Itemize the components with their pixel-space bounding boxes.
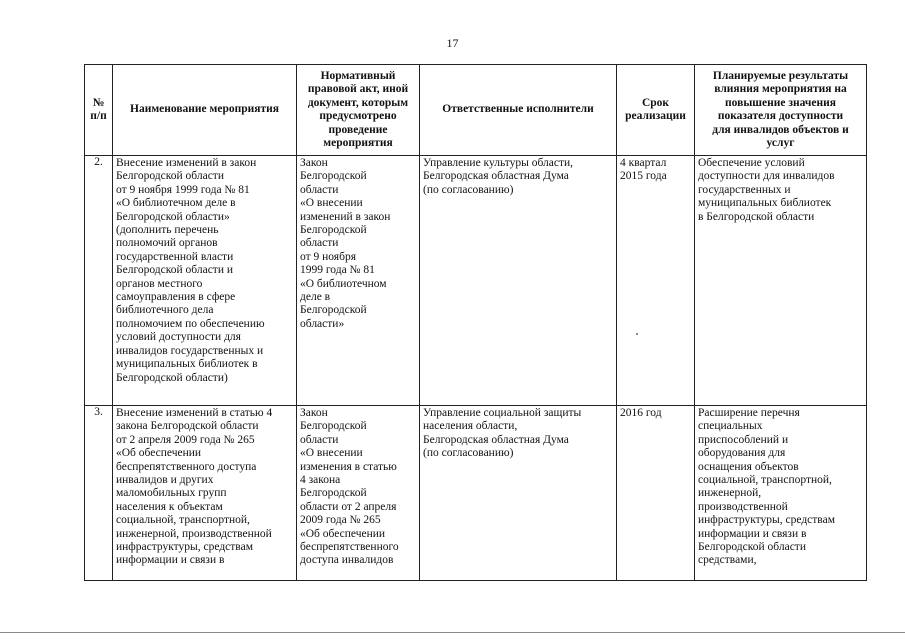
row-executors: Управление культуры области, Белгородская областная Дума (по согласованию) xyxy=(420,156,617,406)
row-name: Внесение изменений в статью 4 закона Белгородской области от 2 апреля 2009 года № 265 «Об обеспечении беспрепятственного доступа инвалидов и других маломобильных групп населения к объектам социальной, транспортной, инженерной, производственной инфраструктуры, средствам информации и связи в xyxy=(113,406,297,581)
row-results: Обеспечение условий доступности для инвалидов государственных и муниципальных библиотек в Белгородской области xyxy=(695,156,867,406)
header-act: Нормативный правовой акт, иной документ, которым предусмотрено проведение мероприятия xyxy=(297,65,420,156)
row-results: Расширение перечня специальных приспособлений и оборудования для оснащения объектов социальной, транспортной, инженерной, производственной инфраструктуры, средствам информации и связи в Белгородской области средствами, xyxy=(695,406,867,581)
header-executors: Ответственные исполнители xyxy=(420,65,617,156)
row-act: Закон Белгородской области «О внесении изменения в статью 4 закона Белгородской области от 2 апреля 2009 года № 265 «Об обеспечении беспрепятственного доступа инвалидов xyxy=(297,406,420,581)
row-name: Внесение изменений в закон Белгородской области от 9 ноября 1999 года № 81 «О библиотечном деле в Белгородской области» (дополнить перечень полномочий органов государственной власти Белгородской области и органов местного самоуправления в сфере библиотечного дела полномочием по обеспечению условий доступности для инвалидов государственных и муниципальных библиотек в Белгородской области) xyxy=(113,156,297,406)
header-num: № п/п xyxy=(85,65,113,156)
row-num: 2. xyxy=(85,156,113,406)
scan-speck xyxy=(636,333,638,335)
header-term: Срок реализации xyxy=(617,65,695,156)
table-row xyxy=(85,406,867,581)
page-bottom-rule xyxy=(0,632,905,633)
row-act: Закон Белгородской области «О внесении изменений в закон Белгородской области от 9 ноября 1999 года № 81 «О библиотечном деле в Белгородской области» xyxy=(297,156,420,406)
row-num: 3. xyxy=(85,406,113,581)
page-number: 17 xyxy=(446,36,459,50)
header-results: Планируемые результаты влияния мероприятия на повышение значения показателя доступности для инвалидов объектов и услуг xyxy=(695,65,867,156)
table-row xyxy=(85,156,867,406)
row-term: 2016 год xyxy=(617,406,695,581)
row-executors: Управление социальной защиты населения области, Белгородская областная Дума (по согласованию) xyxy=(420,406,617,581)
header-name: Наименование мероприятия xyxy=(113,65,297,156)
table-header xyxy=(85,65,867,156)
measures-table xyxy=(84,64,867,581)
row-term: 4 квартал 2015 года xyxy=(617,156,695,406)
